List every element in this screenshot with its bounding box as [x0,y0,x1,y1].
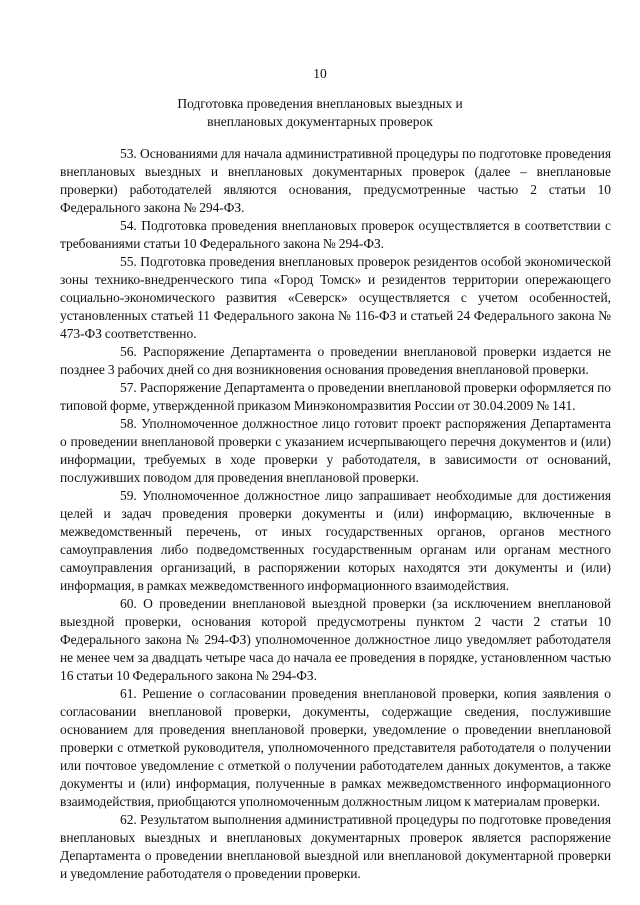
paragraph-61: 61. Решение о согласовании проведения внеплановой проверки, копия заявления о согласовании внеплановой проверки, документы, содержащие сведения, послужившие основанием для проведения внеплановой проверки, уведомление о проведении внеплановой проверки с отметкой руководителя, уполномоченного представителя работодателя о получении или почтовое уведомление с отметкой о получении работодателем данных документов, а также документы и (или) информация, полученные в рамках межведомственного информационного взаимодействия, приобщаются уполномоченным должностным лицом к материалам проверки. [60,686,611,809]
paragraph-55: 55. Подготовка проведения внеплановых проверок резидентов особой экономической зоны технико-внедренческого типа «Город Томск» и резидентов территории опережающего социально-экономического развития «Северск» осуществляется с учетом особенностей, установленных статьей 11 Федерального закона № 116-ФЗ и статьей 24 Федерального закона № 473-ФЗ соответственно. [60,254,611,341]
paragraph-54: 54. Подготовка проведения внеплановых проверок осуществляется в соответствии с требованиями статьи 10 Федерального закона № 294-ФЗ. [60,218,611,251]
document-body [60,145,611,883]
section-heading [60,95,580,131]
paragraph-56: 56. Распоряжение Департамента о проведении внеплановой проверки издается не позднее 3 рабочих дней со дня возникновения основания проведения внеплановой проверки. [60,344,611,377]
paragraph-53: 53. Основаниями для начала административной процедуры по подготовке проведения внеплановых выездных и внеплановых документарных проверок (далее – внеплановые проверки) работодателей являются основания, предусмотренные частью 2 статьи 10 Федерального закона № 294-ФЗ. [60,146,611,215]
page-number: 10 [313,66,327,81]
paragraph-60: 60. О проведении внеплановой выездной проверки (за исключением внеплановой выездной проверки, основания которой предусмотрены пунктом 2 части 2 статьи 10 Федерального закона № 294-ФЗ) уполномоченное должностное лицо уведомляет работодателя не менее чем за двадцать четыре часа до начала ее проведения в порядке, установленном частью 16 статьи 10 Федерального закона № 294-ФЗ. [60,596,611,683]
section-heading-line-2: внеплановых документарных проверок [207,114,433,129]
section-heading-line-1: Подготовка проведения внеплановых выездных и [177,96,463,111]
paragraph-59: 59. Уполномоченное должностное лицо запрашивает необходимые для достижения целей и задач проведения проверки документы и (или) информацию, включенные в межведомственный перечень, от иных государственных органов, органов местного самоуправления либо подведомственных государственным органам или органам местного самоуправления организаций, в распоряжении которых находятся эти документы и (или) информация, в рамках межведомственного информационного взаимодействия. [60,488,611,593]
paragraph-57: 57. Распоряжение Департамента о проведении внеплановой проверки оформляется по типовой форме, утвержденной приказом Минэкономразвития России от 30.04.2009 № 141. [60,380,611,413]
paragraph-58: 58. Уполномоченное должностное лицо готовит проект распоряжения Департамента о проведении внеплановой проверки с указанием исчерпывающего перечня документов и (или) информации, требуемых в ходе проверки у работодателя, в зависимости от оснований, послуживших поводом для проведения внеплановой проверки. [60,416,611,485]
paragraph-62: 62. Результатом выполнения административной процедуры по подготовке проведения внеплановых выездных и внеплановых документарных проверок является распоряжение Департамента о проведении внеплановой выездной или внеплановой документарной проверки и уведомление работодателя о проведении проверки. [60,812,611,881]
